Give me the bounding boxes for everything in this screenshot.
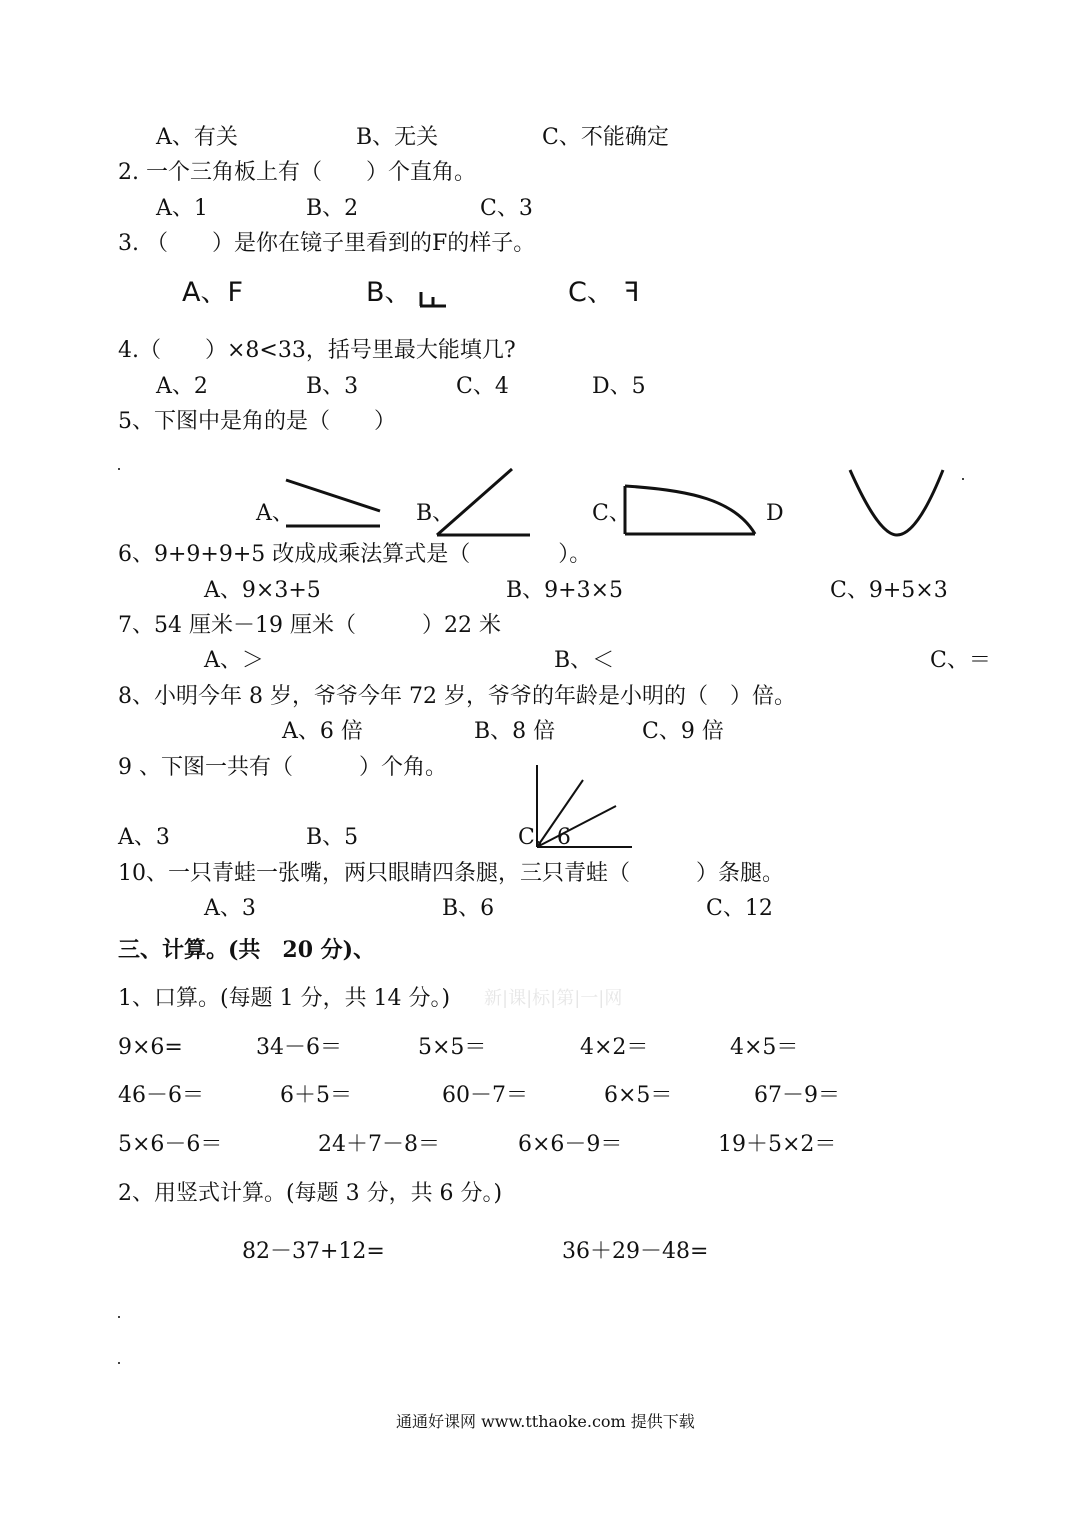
q6-option-b: B、9+3×5 — [506, 578, 624, 603]
oral-r1-c1: 9×6= — [118, 1035, 183, 1060]
q4-option-a: A、2 — [156, 374, 208, 399]
q1-option-a: A、有关 — [156, 125, 238, 150]
q3-stem: 3. （ ）是你在镜子里看到的F的样子。 — [118, 231, 536, 256]
q4-stem: 4.（ ）×8<33，括号里最大能填几? — [118, 338, 516, 363]
q2-option-b: B、2 — [306, 196, 359, 221]
q9-option-a: A、3 — [118, 825, 170, 850]
q7-stem: 7、54 厘米－19 厘米（ ）22 米 — [118, 613, 501, 638]
q8-option-a: A、6 倍 — [282, 719, 363, 744]
q5-option-d-label: D — [766, 501, 784, 526]
watermark: 新|课|标|第|一|网 — [484, 988, 623, 1009]
q10-option-c: C、12 — [706, 896, 773, 921]
oral-r3-c2: 24＋7－8＝ — [318, 1132, 440, 1157]
q7-option-c: C、＝ — [930, 648, 991, 673]
oral-r1-c3: 5×5＝ — [418, 1035, 487, 1060]
section3-part1-title: 1、口算。(每题 1 分，共 14 分。) — [118, 986, 451, 1011]
oral-r1-c5: 4×5＝ — [730, 1035, 799, 1060]
oral-r3-c3: 6×6－9＝ — [518, 1132, 623, 1157]
q7-option-b: B、＜ — [554, 648, 615, 673]
q10-option-b: B、6 — [442, 896, 495, 921]
q3-option-b: B、 — [366, 277, 412, 308]
q9-option-c: C、6 — [518, 825, 571, 850]
q1-option-c: C、不能确定 — [542, 125, 669, 150]
q4-option-c: C、4 — [456, 374, 509, 399]
q6-option-c: C、9+5×3 — [830, 578, 948, 603]
q5-option-c-label: C、 — [592, 501, 631, 526]
q5-option-a-label: A、 — [256, 501, 294, 526]
q5-b-ray-1 — [437, 469, 512, 535]
q4-option-b: B、3 — [306, 374, 359, 399]
oral-r3-c4: 19＋5×2＝ — [718, 1132, 837, 1157]
q5-option-b-label: B、 — [416, 501, 455, 526]
oral-r2-c5: 67－9＝ — [754, 1083, 840, 1108]
q5-a-upper-line — [286, 480, 380, 511]
q4-option-d: D、5 — [592, 374, 646, 399]
speck — [118, 1362, 120, 1364]
footer-credit: 通通好课网 www.tthaoke.com 提供下载 — [396, 1412, 695, 1431]
oral-r2-c2: 6＋5＝ — [280, 1083, 352, 1108]
oral-r2-c3: 60－7＝ — [442, 1083, 528, 1108]
q5-d-curve — [850, 470, 943, 535]
oral-r1-c4: 4×2＝ — [580, 1035, 649, 1060]
q6-option-a: A、9×3+5 — [204, 578, 321, 603]
q8-option-c: C、9 倍 — [642, 719, 724, 744]
q2-stem: 2. 一个三角板上有（ ）个直角。 — [118, 160, 476, 185]
q5-c-curve — [625, 486, 755, 534]
q2-option-a: A、1 — [156, 196, 208, 221]
q6-stem: 6、9+9+9+5 改成成乘法算式是（ ）。 — [118, 542, 592, 567]
q7-option-a: A、＞ — [204, 648, 264, 673]
q9-option-b: B、5 — [306, 825, 359, 850]
vertical-calc-2: 36＋29－48= — [562, 1239, 709, 1264]
q9-stem: 9 、下图一共有（ ）个角。 — [118, 755, 447, 780]
q1-option-b: B、无关 — [356, 125, 439, 150]
q8-option-b: B、8 倍 — [474, 719, 556, 744]
q3-option-c-label: C、 — [568, 277, 614, 308]
oral-r2-c1: 46－6＝ — [118, 1083, 204, 1108]
speck — [118, 1316, 120, 1318]
oral-r3-c1: 5×6－6＝ — [118, 1132, 223, 1157]
q3-option-c-mirrored-f: F — [624, 277, 640, 308]
q10-option-a: A、3 — [204, 896, 256, 921]
q3-option-a: A、F — [182, 277, 244, 308]
section3-part2-title: 2、用竖式计算。(每题 3 分，共 6 分。) — [118, 1181, 503, 1206]
q10-stem: 10、一只青蛙一张嘴，两只眼睛四条腿，三只青蛙（ ）条腿。 — [118, 861, 784, 886]
oral-r2-c4: 6×5＝ — [604, 1083, 673, 1108]
q5-stem: 5、下图中是角的是（ ） — [118, 409, 396, 434]
q8-stem: 8、小明今年 8 岁，爷爷今年 72 岁，爷爷的年龄是小明的（ ）倍。 — [118, 684, 796, 709]
section3-title: 三、计算。(共 20 分)、 — [118, 937, 376, 963]
q2-option-c: C、3 — [480, 196, 533, 221]
oral-r1-c2: 34－6＝ — [256, 1035, 342, 1060]
vertical-calc-1: 82－37+12= — [242, 1239, 385, 1264]
